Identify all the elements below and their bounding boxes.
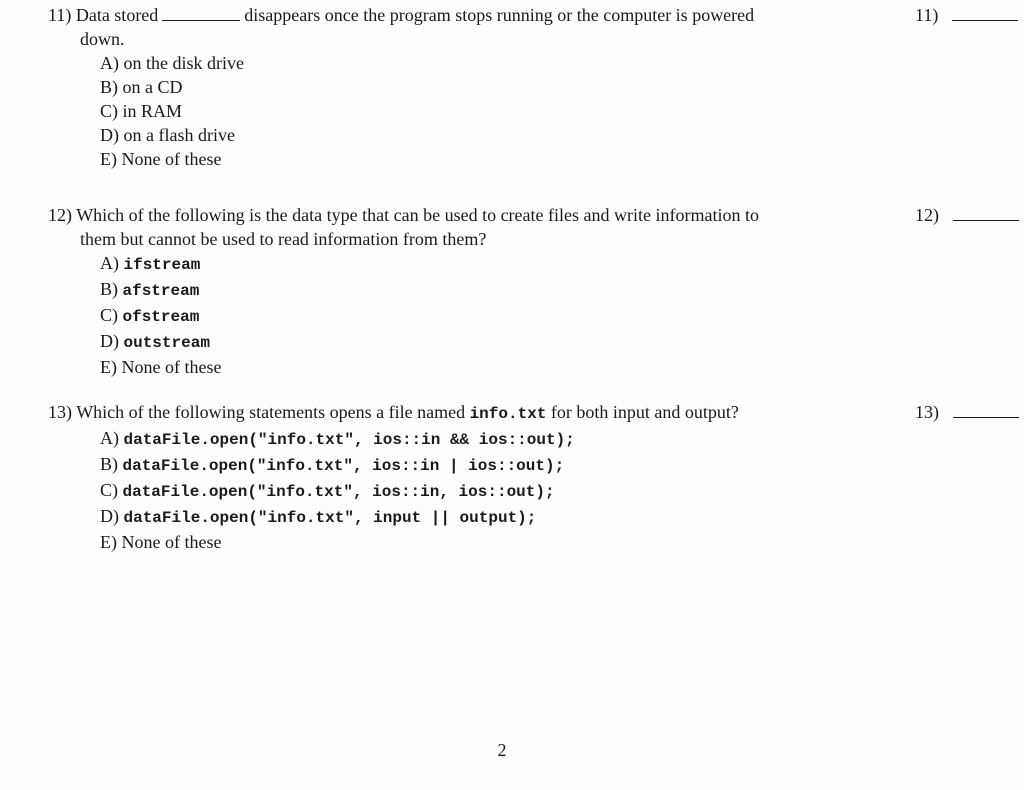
- option-code: ifstream: [123, 256, 201, 274]
- question-11: [48, 3, 1008, 171]
- question-number: 13): [48, 402, 72, 422]
- option-c: [100, 303, 1008, 329]
- option-e: [100, 355, 1008, 379]
- option-code: dataFile.open("info.txt", input || output);: [123, 509, 537, 527]
- question-13: [48, 400, 1008, 554]
- option-code: dataFile.open("info.txt", ios::in, ios::out);: [122, 483, 555, 501]
- options-list: [48, 426, 1008, 554]
- option-code: ofstream: [122, 308, 200, 326]
- question-number: 11): [48, 5, 72, 25]
- option-letter: A): [100, 253, 119, 273]
- option-text: in RAM: [122, 101, 183, 121]
- option-letter: E): [100, 357, 117, 377]
- option-text: on a flash drive: [123, 125, 235, 145]
- stem-continuation: down.: [80, 29, 125, 49]
- option-letter: B): [100, 77, 118, 97]
- option-b: [100, 75, 1008, 99]
- option-letter: D): [100, 331, 119, 351]
- stem-continuation: them but cannot be used to read information from them?: [80, 229, 487, 249]
- option-b: [100, 277, 1008, 303]
- option-a: [100, 426, 1008, 452]
- options-list: [48, 51, 1008, 171]
- option-d: [100, 123, 1008, 147]
- option-a: [100, 51, 1008, 75]
- answer-blank: [915, 3, 1018, 27]
- option-text: None of these: [121, 532, 222, 552]
- option-letter: C): [100, 480, 118, 500]
- stem-code: info.txt: [469, 405, 547, 423]
- answer-blank: [915, 203, 1019, 227]
- option-text: on a CD: [122, 77, 183, 97]
- answer-blank: [915, 400, 1019, 424]
- question-stem: [48, 3, 858, 51]
- option-text: None of these: [121, 149, 222, 169]
- option-letter: E): [100, 149, 117, 169]
- options-list: [48, 251, 1008, 379]
- fill-in-blank: [162, 4, 240, 21]
- option-e: [100, 147, 1008, 171]
- option-letter: A): [100, 53, 119, 73]
- option-b: [100, 452, 1008, 478]
- answer-line: [952, 4, 1018, 21]
- option-letter: C): [100, 305, 118, 325]
- option-letter: C): [100, 101, 118, 121]
- option-d: [100, 329, 1008, 355]
- option-c: [100, 478, 1008, 504]
- option-code: outstream: [123, 334, 210, 352]
- option-text: None of these: [121, 357, 222, 377]
- stem-text: Which of the following statements opens a file named: [76, 402, 466, 422]
- answer-label: 11): [915, 5, 939, 25]
- option-code: dataFile.open("info.txt", ios::in | ios::out);: [122, 457, 565, 475]
- answer-line: [953, 401, 1019, 418]
- option-a: [100, 251, 1008, 277]
- stem-text: for both input and output?: [550, 402, 739, 422]
- option-letter: D): [100, 125, 119, 145]
- option-letter: B): [100, 279, 118, 299]
- option-letter: D): [100, 506, 119, 526]
- stem-text: Which of the following is the data type that can be used to create files and write information to: [76, 205, 759, 225]
- option-code: dataFile.open("info.txt", ios::in && ios::out);: [123, 431, 575, 449]
- answer-label: 13): [915, 402, 939, 422]
- option-letter: E): [100, 532, 117, 552]
- page-number: 2: [497, 740, 507, 760]
- stem-text: disappears once the program stops running or the computer is powered: [244, 5, 755, 25]
- question-stem: [48, 400, 858, 426]
- option-c: [100, 99, 1008, 123]
- option-text: on the disk drive: [123, 53, 244, 73]
- option-e: [100, 530, 1008, 554]
- question-12: [48, 203, 1008, 379]
- question-number: 12): [48, 205, 72, 225]
- option-letter: B): [100, 454, 118, 474]
- option-d: [100, 504, 1008, 530]
- stem-text: Data stored: [75, 5, 159, 25]
- answer-line: [953, 204, 1019, 221]
- option-code: afstream: [122, 282, 200, 300]
- question-stem: [48, 203, 858, 251]
- answer-label: 12): [915, 205, 939, 225]
- option-letter: A): [100, 428, 119, 448]
